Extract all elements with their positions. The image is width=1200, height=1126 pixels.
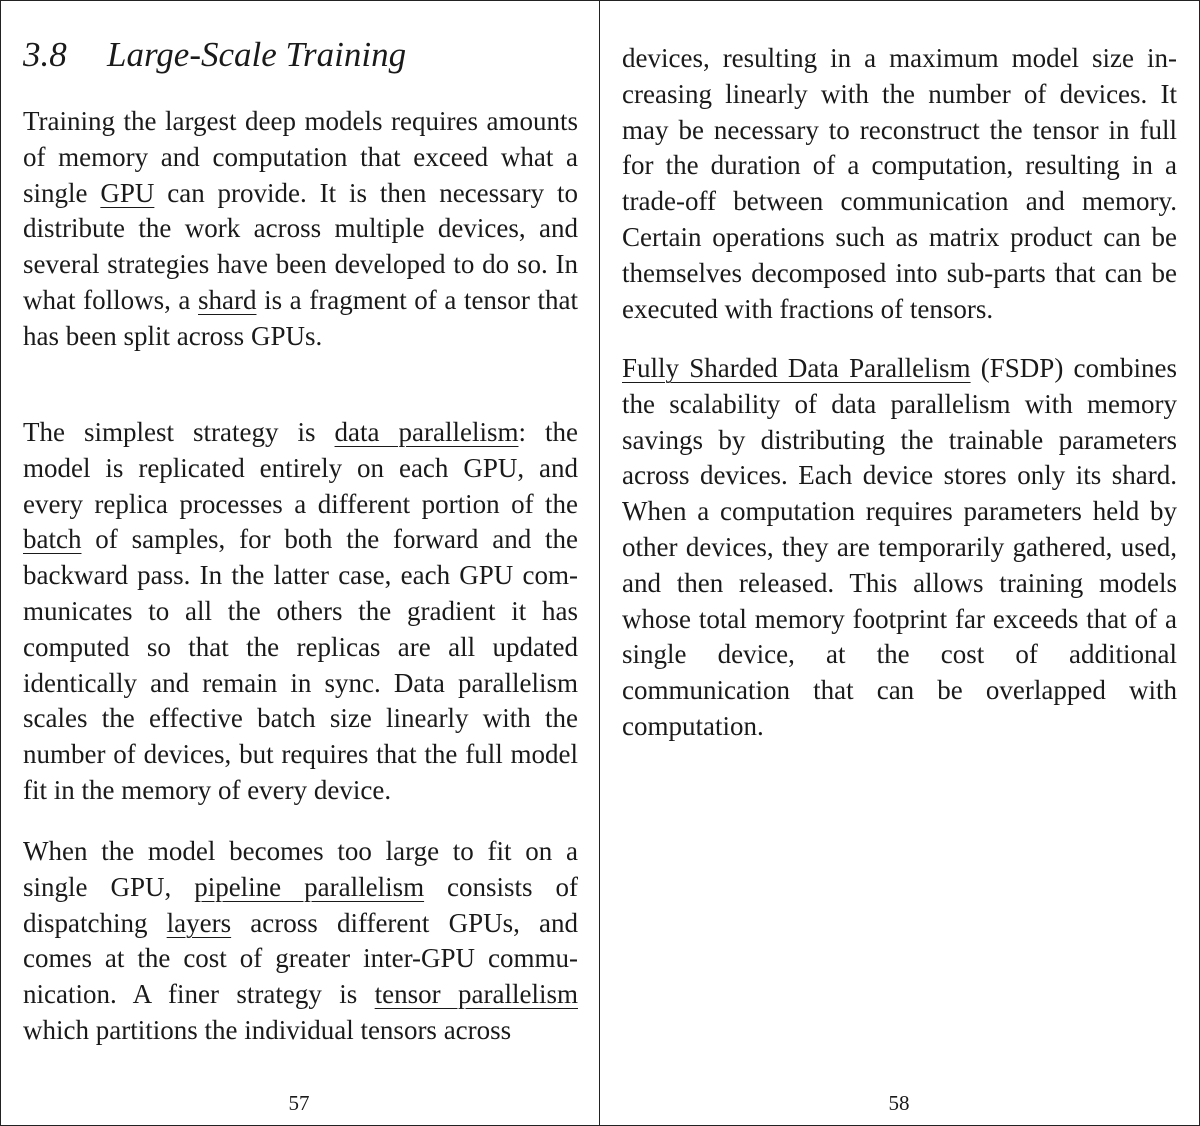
paragraph-text: When the model becomes too large to fit on a single GPU, <box>23 836 578 902</box>
term-fsdp-link[interactable]: Fully Sharded Data Parallelism <box>622 353 971 383</box>
page-number: 57 <box>288 1091 310 1115</box>
paragraph-pipeline-parallelism <box>23 834 578 1049</box>
paragraph-text: across different GPUs, and comes at the cost of greater inter-GPU communication. A finer strategy is <box>23 907 578 1010</box>
left-page <box>1 1 600 1125</box>
section-heading <box>23 31 406 79</box>
paragraph-text: of samples, for both the forward and the backward pass. In the latter case, each GPU communicates to all the others the gradient it has computed so that the replicas are all updated identically and remain in sync. Data parallelism scales the effective batch size linearly with the number of devices, but requires that the full model fit in the memory of every device. <box>23 524 578 805</box>
term-gpu-link[interactable]: GPU <box>100 177 155 208</box>
paragraph-text: : the model is replicated entirely on each GPU, and every replica processes a different portion of the <box>23 417 578 519</box>
paragraph-intro <box>23 104 578 355</box>
paragraph-text: consists of dispatching <box>23 871 578 938</box>
paragraph-text: which partitions the individual tensors across <box>23 1014 512 1045</box>
paragraph-text: can provide. It is then necessary to distribute the work across multiple devices, and several strategies have been developed to do so. In what follows, a <box>23 177 579 315</box>
paragraph-text: is a fragment of a tensor that has been split across GPUs. <box>23 284 578 351</box>
term-tensor-parallelism-link[interactable]: tensor parallelism <box>374 979 578 1010</box>
paragraph-text: devices, resulting in a maximum model size increasing linearly with the number of devices. It may be necessary to reconstruct the tensor in full for the duration of a computation, resulting in a trade-off between communication and memory. Certain operations such as matrix product can be themselves decomposed into sub-parts that can be executed with fractions of tensors. <box>622 43 1177 324</box>
section-title: Large-Scale Training <box>107 35 407 74</box>
right-page <box>600 1 1199 1125</box>
page-number: 58 <box>888 1091 910 1115</box>
section-number: 3.8 <box>23 35 67 74</box>
paragraph-tensor-continuation <box>622 41 1177 327</box>
term-batch-link[interactable]: batch <box>23 524 82 555</box>
paragraph-text: (FSDP) combines the scalability of data parallelism with memory savings by distributing the trainable parameters across devices. Each device stores only its shard. When a computation requires parameters held by other devices, they are temporarily gathered, used, and then released. This allows training models whose total memory footprint far exceeds that of a single device, at the cost of additional communication that can be overlapped with computation. <box>622 353 1178 741</box>
paragraph-fsdp <box>622 351 1177 745</box>
term-pipeline-parallelism-link[interactable]: pipeline parallelism <box>194 871 425 902</box>
term-layers-link[interactable]: layers <box>166 907 232 938</box>
term-shard-link[interactable]: shard <box>198 284 257 315</box>
paragraph-text: Training the largest deep models requires amounts of memory and computation that exceed what a single <box>23 106 578 208</box>
paragraph-text: The simplest strategy is <box>23 417 335 447</box>
term-data-parallelism-link[interactable]: data parallelism <box>334 417 519 447</box>
paragraph-data-parallelism <box>23 415 578 809</box>
